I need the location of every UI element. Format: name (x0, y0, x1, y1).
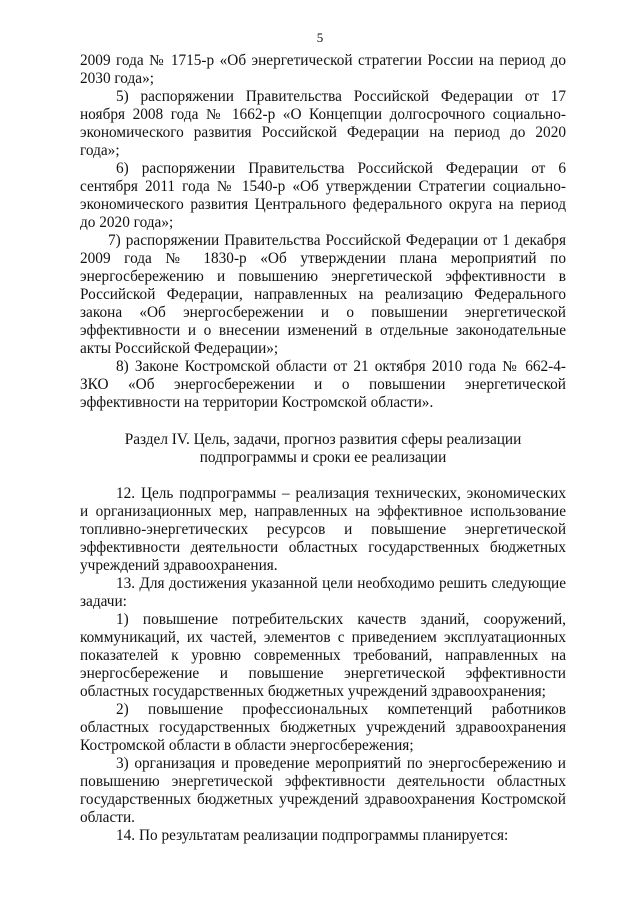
task-item-3: 3) организация и проведение мероприятий по энергосбережению и повышению энергетической эффективности деятельности областных государственных бюджетных учреждений здравоохранения Костромской области. (80, 755, 566, 826)
section-heading (80, 431, 566, 467)
paragraph-13: 13. Для достижения указанной цели необходимо решить следующие задачи: (80, 575, 566, 610)
list-item-continuation: 2009 года № 1715-р «Об энергетической стратегии России на период до 2030 года»; (80, 52, 566, 87)
list-item-8: 8) Законе Костромской области от 21 октября 2010 года № 662-4-ЗКО «Об энергосбережении и о повышении энергетической эффективности на территории Костромской области». (80, 358, 566, 411)
section-heading-line-1: Раздел IV. Цель, задачи, прогноз развития сферы реализации (124, 431, 522, 448)
list-item-7: 7) распоряжении Правительства Российской Федерации от 1 декабря 2009 года № 1830-р «Об утверждении плана мероприятий по энергосбережению и повышению энергетической эффективности в Российской Федерации, направленных на реализацию Федерального закона «Об энергосбережении и о повышении энергетической эффективности и о внесении изменений в отдельные законодательные акты Российской Федерации»; (80, 232, 566, 357)
task-item-2: 2) повышение профессиональных компетенций работников областных государственных бюджетных учреждений здравоохранения Костромской области в области энергосбережения; (80, 701, 566, 754)
list-item-5: 5) распоряжении Правительства Российской Федерации от 17 ноября 2008 года № 1662-р «О Концепции долгосрочного социально-экономического развития Российской Федерации на период до 2020 года»; (80, 88, 566, 159)
list-item-6: 6) распоряжении Правительства Российской Федерации от 6 сентября 2011 года № 1540-р «Об утверждении Стратегии социально-экономического развития Центрального федерального округа на период до 2020 года»; (80, 160, 566, 231)
section-heading-line-2: подпрограммы и сроки ее реализации (199, 449, 447, 466)
spacer (80, 467, 566, 485)
spacer (80, 412, 566, 431)
document-body (80, 52, 566, 845)
task-item-1: 1) повышение потребительских качеств зданий, сооружений, коммуникаций, их частей, элементов с приведением эксплуатационных показателей к уровню современных требований, направленных на энергосбережение и повышение энергетической эффективности областных государственных бюджетных учреждений здравоохранения; (80, 611, 566, 700)
page-number: 5 (316, 30, 324, 45)
paragraph-12: 12. Цель подпрограммы – реализация технических, экономических и организационных мер, направленных на эффективное использование топливно-энергетических ресурсов и повышение энергетической эффективности деятельности областных государственных бюджетных учреждений здравоохранения. (80, 485, 566, 574)
paragraph-14: 14. По результатам реализации подпрограммы планируется: (116, 827, 509, 844)
